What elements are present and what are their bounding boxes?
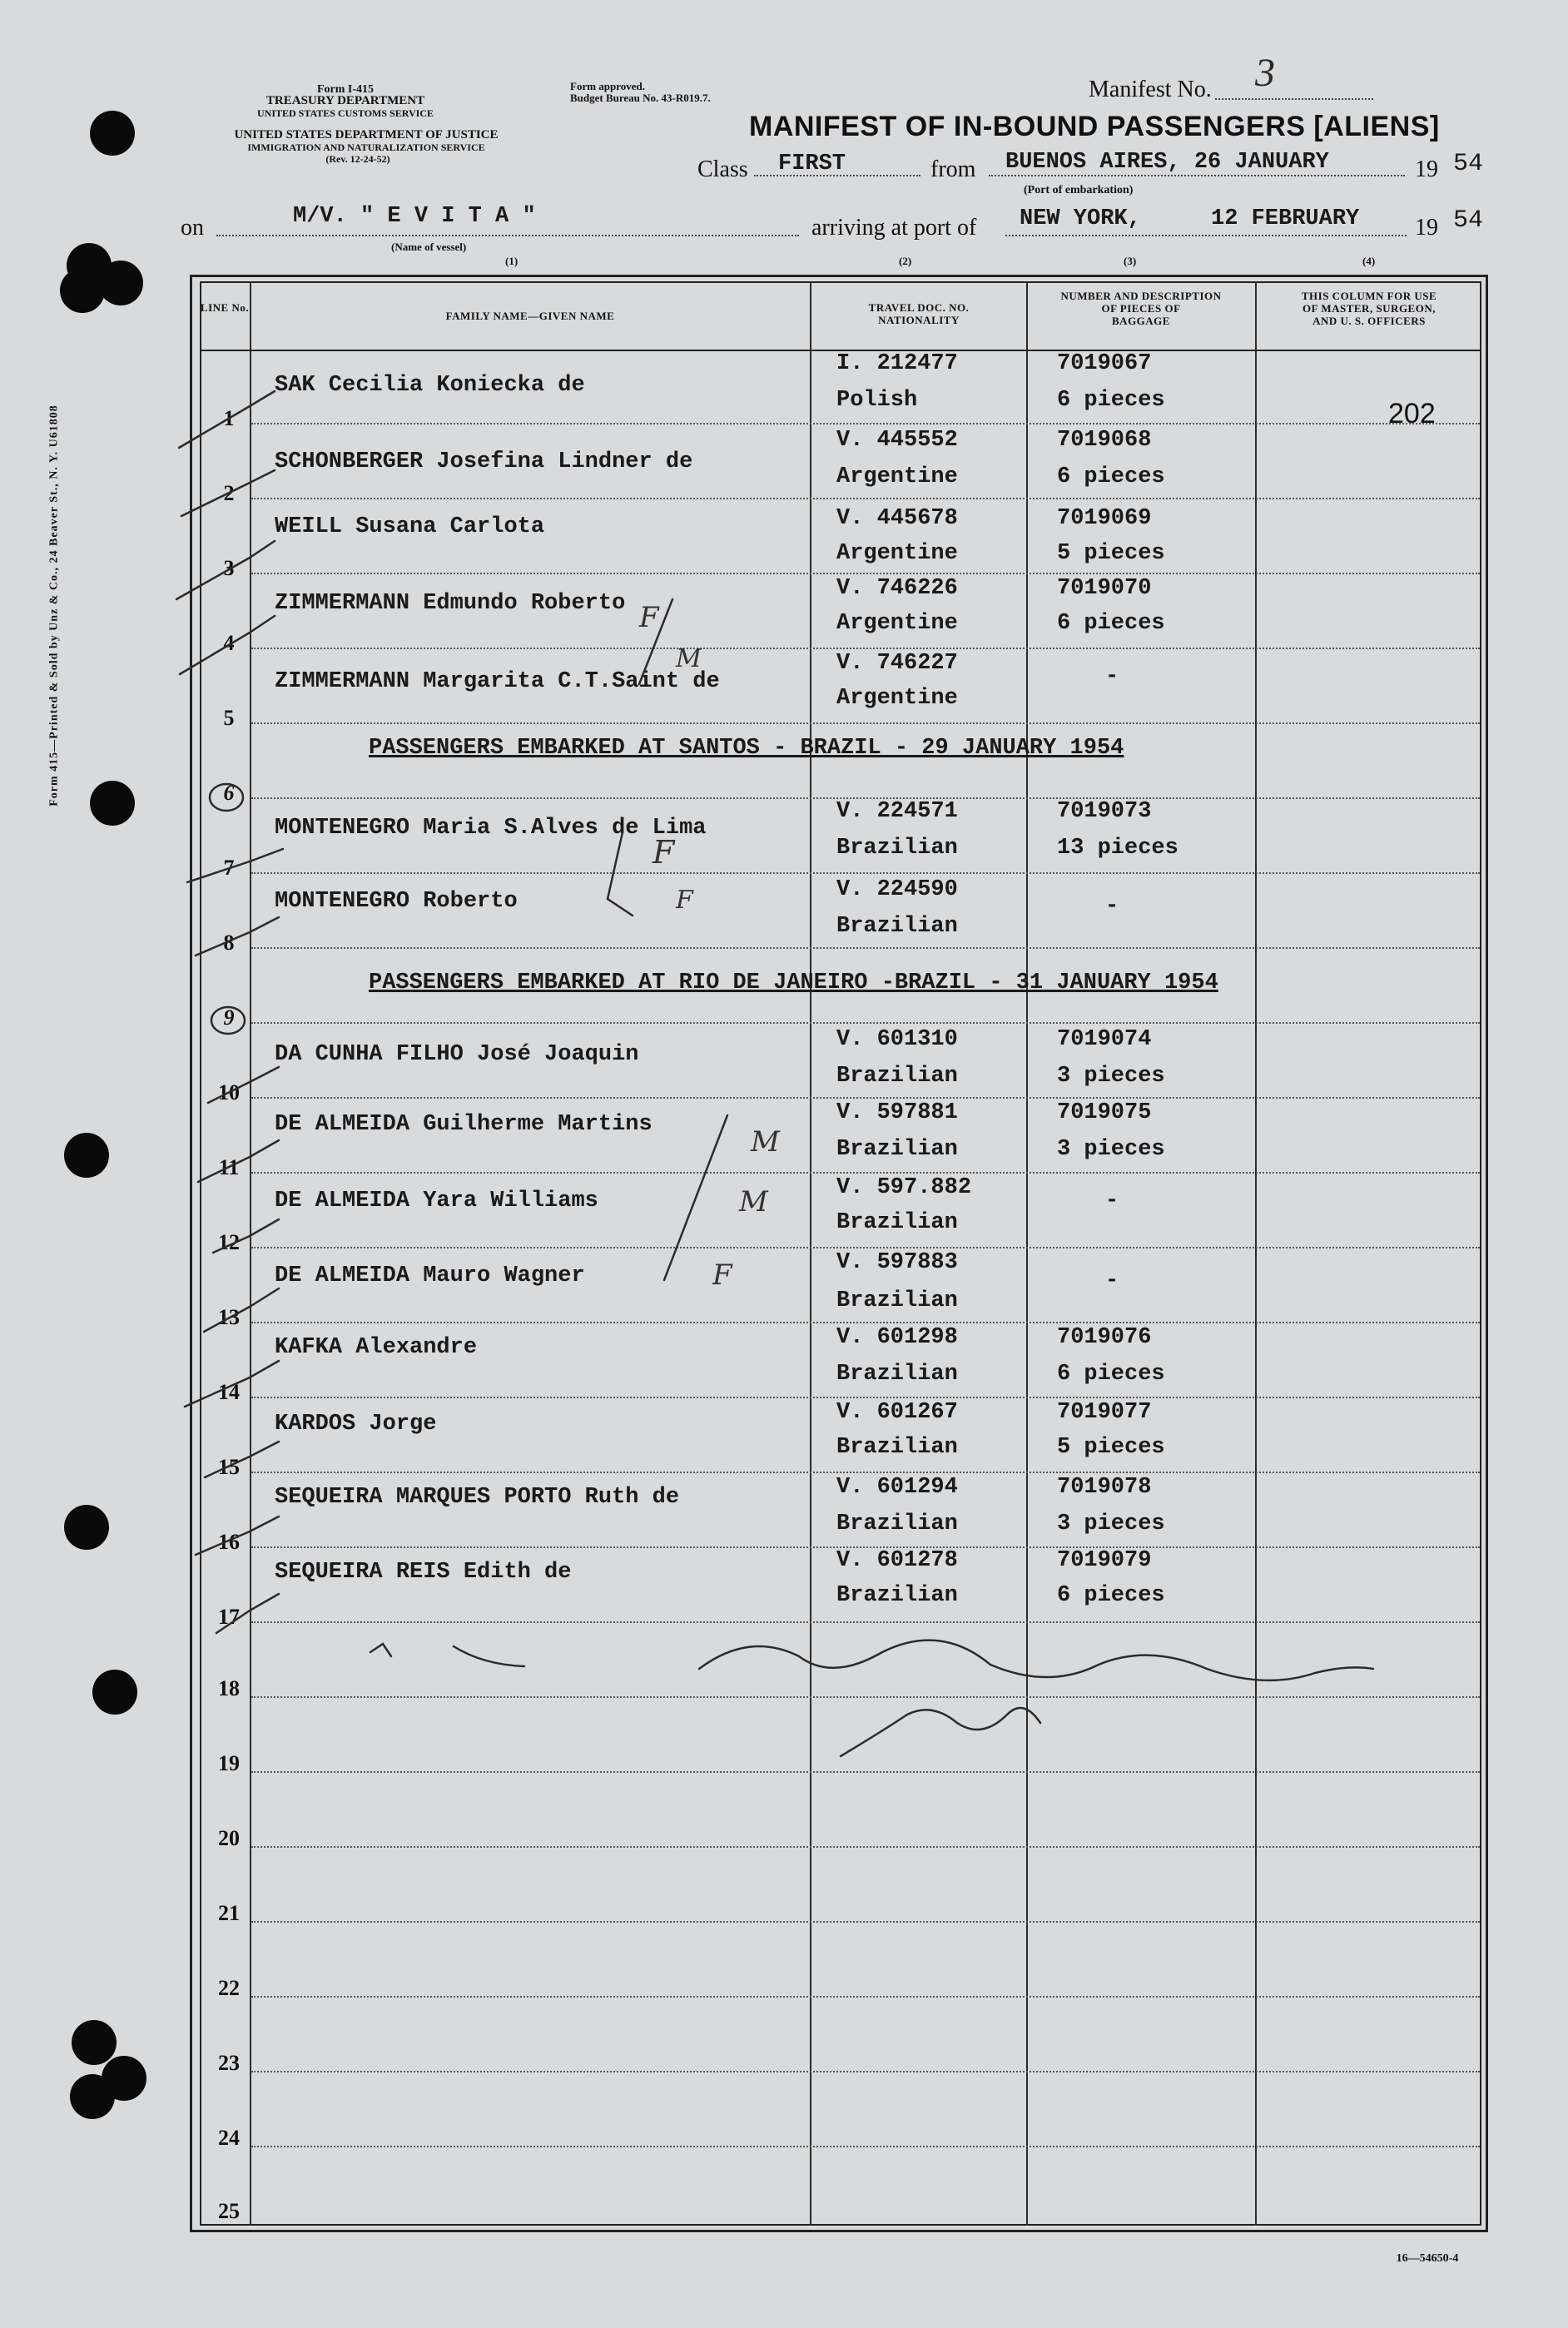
baggage-pieces: 6 pieces bbox=[1057, 388, 1165, 413]
signature-stroke bbox=[454, 1646, 524, 1666]
passenger-name: DE ALMEIDA Mauro Wagner bbox=[275, 1263, 585, 1288]
line-number: 17 bbox=[218, 1605, 240, 1629]
col4-number: (4) bbox=[1362, 255, 1376, 267]
officer-note: 202 bbox=[1388, 398, 1436, 429]
travel-doc-no: V. 601267 bbox=[836, 1400, 958, 1425]
baggage-pieces: 13 pieces bbox=[1057, 836, 1178, 861]
check-mark bbox=[198, 1140, 279, 1182]
baggage-number: 7019068 bbox=[1057, 428, 1152, 453]
col-header-officer-1: THIS COLUMN FOR USE bbox=[1301, 290, 1437, 302]
check-mark bbox=[204, 1288, 279, 1332]
baggage-pieces: 6 pieces bbox=[1057, 1362, 1165, 1387]
bracket-stroke bbox=[664, 1115, 727, 1280]
travel-doc-no: V. 597.882 bbox=[836, 1175, 972, 1200]
travel-doc-no: V. 601298 bbox=[836, 1325, 958, 1350]
line-number: 8 bbox=[223, 931, 235, 955]
nationality: Brazilian bbox=[836, 1210, 958, 1235]
col2-number: (2) bbox=[899, 255, 912, 267]
ins-service: IMMIGRATION AND NATURALIZATION SERVICE bbox=[247, 141, 485, 153]
line-number: 22 bbox=[218, 1976, 240, 2000]
manifest-no-label: Manifest No. bbox=[1089, 77, 1212, 102]
passenger-name: DE ALMEIDA Guilherme Martins bbox=[275, 1112, 653, 1137]
passenger-name: DA CUNHA FILHO José Joaquin bbox=[275, 1042, 639, 1067]
nationality: Argentine bbox=[836, 611, 958, 636]
check-mark bbox=[181, 470, 275, 516]
passenger-name: MONTENEGRO Maria S.Alves de Lima bbox=[275, 816, 707, 841]
baggage-number: - bbox=[1105, 894, 1119, 919]
col-header-bag-2: OF PIECES OF bbox=[1101, 302, 1181, 315]
nationality: Brazilian bbox=[836, 1288, 958, 1313]
gender-mark: M bbox=[751, 1125, 780, 1159]
col-header-doc-2: NATIONALITY bbox=[878, 314, 960, 326]
travel-doc-no: V. 746226 bbox=[836, 576, 958, 601]
col1-number: (1) bbox=[505, 255, 519, 267]
arriving-port: NEW YORK, bbox=[1020, 206, 1141, 231]
from-label: from bbox=[930, 156, 976, 182]
line-number: 24 bbox=[218, 2126, 240, 2150]
customs-service: UNITED STATES CUSTOMS SERVICE bbox=[257, 107, 434, 119]
travel-doc-no: V. 746227 bbox=[836, 651, 958, 676]
port-caption: (Port of embarkation) bbox=[1024, 184, 1134, 196]
line-number: 25 bbox=[218, 2199, 240, 2223]
baggage-number: 7019074 bbox=[1057, 1027, 1152, 1052]
line-number: 9 bbox=[223, 1005, 235, 1030]
nationality: Brazilian bbox=[836, 1362, 958, 1387]
line-number: 4 bbox=[223, 631, 235, 655]
check-mark bbox=[179, 391, 275, 448]
travel-doc-no: V. 597881 bbox=[836, 1100, 958, 1125]
vessel-value: M/V. " E V I T A " bbox=[293, 204, 536, 229]
signature-stroke bbox=[841, 1708, 1040, 1756]
line-number: 7 bbox=[223, 856, 235, 880]
baggage-pieces: 3 pieces bbox=[1057, 1511, 1165, 1536]
signature-stroke bbox=[370, 1644, 391, 1656]
manifest-no-value: 3 bbox=[1255, 51, 1275, 95]
travel-doc-no: V. 601310 bbox=[836, 1027, 958, 1052]
baggage-pieces: 5 pieces bbox=[1057, 541, 1165, 566]
baggage-pieces: 6 pieces bbox=[1057, 464, 1165, 489]
travel-doc-no: V. 224571 bbox=[836, 799, 958, 824]
passenger-name: DE ALMEIDA Yara Williams bbox=[275, 1189, 598, 1214]
travel-doc-no: V. 597883 bbox=[836, 1250, 958, 1275]
nationality: Brazilian bbox=[836, 1064, 958, 1089]
baggage-number: 7019075 bbox=[1057, 1100, 1152, 1125]
class-label: Class bbox=[697, 156, 748, 182]
travel-doc-no: I. 212477 bbox=[836, 351, 958, 376]
line-number: 15 bbox=[218, 1455, 240, 1479]
check-mark bbox=[180, 616, 275, 674]
footer-code: 16—54650-4 bbox=[1396, 2252, 1459, 2265]
treasury-dept: TREASURY DEPARTMENT bbox=[265, 94, 425, 107]
col-header-line-no: LINE No. bbox=[200, 301, 250, 314]
col-header-bag-1: NUMBER AND DESCRIPTION bbox=[1060, 290, 1222, 302]
check-mark bbox=[196, 917, 279, 956]
passenger-name: KARDOS Jorge bbox=[275, 1412, 437, 1437]
line-number: 1 bbox=[223, 406, 235, 430]
check-mark bbox=[185, 1361, 279, 1407]
col-header-bag-3: BAGGAGE bbox=[1112, 315, 1170, 327]
line-number: 20 bbox=[218, 1826, 240, 1850]
on-label: on bbox=[181, 215, 204, 241]
check-mark bbox=[213, 1219, 279, 1253]
passenger-name: SEQUEIRA REIS Edith de bbox=[275, 1560, 572, 1585]
line-number: 14 bbox=[218, 1380, 240, 1404]
baggage-number: 7019076 bbox=[1057, 1325, 1152, 1350]
revision: (Rev. 12-24-52) bbox=[325, 153, 390, 165]
from-value: BUENOS AIRES, 26 JANUARY bbox=[1005, 150, 1329, 175]
vessel-caption: (Name of vessel) bbox=[391, 241, 467, 253]
nationality: Brazilian bbox=[836, 1583, 958, 1608]
line-number: 11 bbox=[218, 1155, 240, 1179]
travel-doc-no: V. 601294 bbox=[836, 1475, 958, 1500]
gender-mark: M bbox=[676, 644, 702, 673]
line-number: 13 bbox=[218, 1305, 240, 1329]
line-number: 21 bbox=[218, 1901, 240, 1925]
section-heading: PASSENGERS EMBARKED AT SANTOS - BRAZIL - 29 JANUARY 1954 bbox=[369, 736, 1124, 761]
gender-mark: F bbox=[676, 886, 693, 915]
baggage-number: 7019073 bbox=[1057, 799, 1152, 824]
arrival-date: 12 FEBRUARY bbox=[1211, 206, 1360, 231]
section-heading: PASSENGERS EMBARKED AT RIO DE JANEIRO -BRAZIL - 31 JANUARY 1954 bbox=[369, 970, 1218, 995]
nationality: Brazilian bbox=[836, 1137, 958, 1162]
baggage-pieces: 6 pieces bbox=[1057, 611, 1165, 636]
passenger-name: SAK Cecilia Koniecka de bbox=[275, 373, 585, 398]
line-number: 16 bbox=[218, 1530, 240, 1554]
year1-prefix: 19 bbox=[1415, 156, 1438, 182]
passenger-name: ZIMMERMANN Margarita C.T.Saint de bbox=[275, 669, 720, 694]
passenger-name: SEQUEIRA MARQUES PORTO Ruth de bbox=[275, 1485, 680, 1510]
gender-mark: F bbox=[712, 1258, 732, 1292]
nationality: Brazilian bbox=[836, 1435, 958, 1460]
baggage-number: 7019078 bbox=[1057, 1475, 1152, 1500]
class-value: FIRST bbox=[778, 151, 846, 176]
form-number: Form I-415 bbox=[316, 83, 375, 96]
baggage-number: - bbox=[1105, 664, 1119, 689]
circle-mark bbox=[210, 784, 243, 811]
check-mark bbox=[176, 541, 275, 599]
baggage-number: - bbox=[1105, 1189, 1119, 1214]
line-number: 6 bbox=[223, 781, 235, 805]
col3-number: (3) bbox=[1124, 255, 1137, 267]
budget-bureau: Budget Bureau No. 43-R019.7. bbox=[570, 92, 711, 104]
check-mark bbox=[208, 1067, 279, 1103]
passenger-name: ZIMMERMANN Edmundo Roberto bbox=[275, 591, 626, 616]
nationality: Polish bbox=[836, 388, 918, 413]
justice-dept: UNITED STATES DEPARTMENT OF JUSTICE bbox=[234, 128, 499, 141]
baggage-number: 7019067 bbox=[1057, 351, 1152, 376]
line-number: 2 bbox=[223, 481, 235, 505]
nationality: Argentine bbox=[836, 686, 958, 711]
line-number: 5 bbox=[223, 706, 235, 730]
baggage-number: 7019069 bbox=[1057, 506, 1152, 531]
travel-doc-no: V. 601278 bbox=[836, 1548, 958, 1573]
bracket-stroke bbox=[608, 832, 633, 916]
year1-value: 54 bbox=[1453, 150, 1484, 178]
check-mark bbox=[205, 1442, 279, 1477]
year2-value: 54 bbox=[1453, 206, 1484, 235]
line-number: 12 bbox=[218, 1230, 240, 1254]
baggage-number: - bbox=[1105, 1268, 1119, 1293]
arriving-label: arriving at port of bbox=[811, 215, 977, 241]
passenger-name: SCHONBERGER Josefina Lindner de bbox=[275, 449, 693, 474]
side-print: Form 415—Printed & Sold by Unz & Co., 24 Beaver St., N. Y. U61808 bbox=[47, 405, 61, 807]
circle-mark bbox=[211, 1007, 245, 1034]
nationality: Argentine bbox=[836, 464, 958, 489]
travel-doc-no: V. 445552 bbox=[836, 428, 958, 453]
passenger-name: WEILL Susana Carlota bbox=[275, 514, 545, 539]
nationality: Brazilian bbox=[836, 836, 958, 861]
passenger-name: KAFKA Alexandre bbox=[275, 1335, 478, 1360]
gender-mark: F bbox=[639, 601, 659, 634]
baggage-pieces: 3 pieces bbox=[1057, 1137, 1165, 1162]
check-mark bbox=[216, 1594, 279, 1633]
form-approved: Form approved. bbox=[570, 80, 646, 92]
col-header-officer-2: OF MASTER, SURGEON, bbox=[1303, 302, 1436, 315]
col-header-officer-3: AND U. S. OFFICERS bbox=[1312, 315, 1426, 327]
bracket-stroke bbox=[639, 599, 672, 684]
year2-prefix: 19 bbox=[1415, 215, 1438, 241]
gender-mark: F bbox=[653, 834, 675, 871]
baggage-pieces: 3 pieces bbox=[1057, 1064, 1165, 1089]
gender-mark: M bbox=[739, 1185, 768, 1219]
nationality: Argentine bbox=[836, 541, 958, 566]
line-number: 23 bbox=[218, 2051, 240, 2075]
manifest-title: MANIFEST OF IN-BOUND PASSENGERS [ALIENS] bbox=[749, 111, 1440, 142]
line-number: 3 bbox=[223, 556, 235, 580]
signature-stroke bbox=[699, 1641, 1373, 1680]
nationality: Brazilian bbox=[836, 914, 958, 939]
passenger-name: MONTENEGRO Roberto bbox=[275, 889, 518, 914]
col-header-name: FAMILY NAME—GIVEN NAME bbox=[445, 310, 615, 322]
baggage-number: 7019077 bbox=[1057, 1400, 1152, 1425]
baggage-pieces: 5 pieces bbox=[1057, 1435, 1165, 1460]
travel-doc-no: V. 445678 bbox=[836, 506, 958, 531]
nationality: Brazilian bbox=[836, 1511, 958, 1536]
check-mark bbox=[187, 849, 283, 882]
line-number: 10 bbox=[218, 1080, 240, 1104]
baggage-number: 7019070 bbox=[1057, 576, 1152, 601]
check-mark bbox=[196, 1516, 279, 1555]
baggage-pieces: 6 pieces bbox=[1057, 1583, 1165, 1608]
travel-doc-no: V. 224590 bbox=[836, 877, 958, 902]
col-header-doc-1: TRAVEL DOC. NO. bbox=[868, 301, 970, 314]
baggage-number: 7019079 bbox=[1057, 1548, 1152, 1573]
line-number: 19 bbox=[218, 1751, 240, 1775]
line-number: 18 bbox=[218, 1676, 240, 1700]
